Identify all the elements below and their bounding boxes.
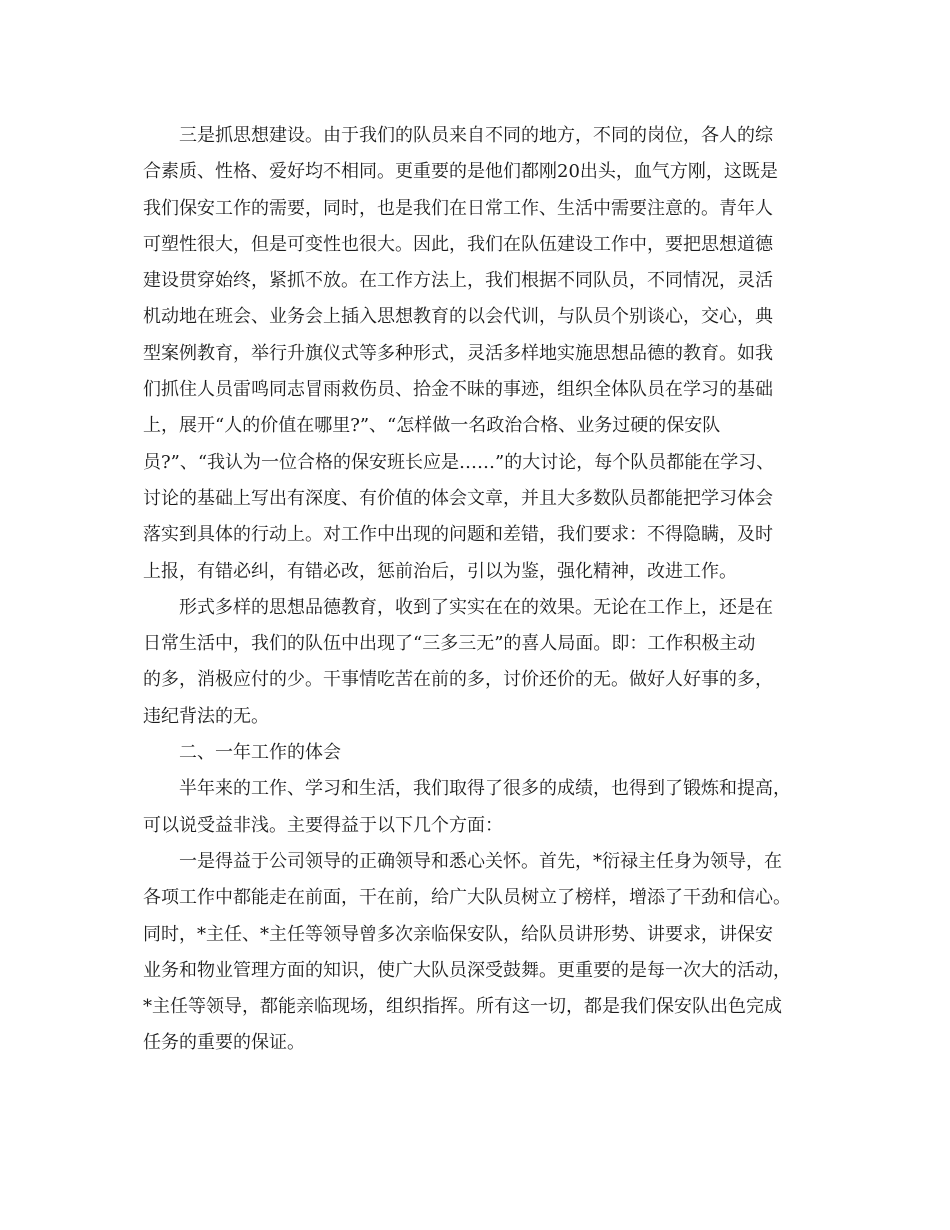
paragraph-line: 日常生活中，我们的队伍中出现了“三多三无”的喜人局面。即：工作积极主动	[143, 633, 756, 655]
paragraph-line: 可塑性很大，但是可变性也很大。因此，我们在队伍建设工作中，要把思想道德	[143, 233, 773, 255]
paragraph-first-line: 三是抓思想建设。由于我们的队员来自不同的地方，不同的岗位，各人的综	[179, 125, 773, 146]
paragraph-line: 任务的重要的保证。	[143, 1032, 305, 1054]
paragraph-line: 们抓住人员雷鸣同志冒雨救伤员、拾金不昧的事迹，组织全体队员在学习的基础	[143, 379, 773, 401]
paragraph-line: 员?”、“我认为一位合格的保安班长应是……”的大讨论，每个队员都能在学习、	[143, 451, 775, 473]
paragraph-line: 型案例教育，举行升旗仪式等多种形式，灵活多样地实施思想品德的教育。如我	[143, 342, 773, 364]
paragraph-line: 的多，消极应付的少。干事情吃苦在前的多，讨价还价的无。做好人好事的多，	[143, 669, 773, 691]
paragraph-line: 上，展开“人的价值在哪里?”、“怎样做一名政治合格、业务过硬的保安队	[143, 415, 721, 437]
paragraph-line: 业务和物业管理方面的知识，使广大队员深受鼓舞。更重要的是每一次大的活动，	[143, 959, 791, 981]
paragraph-line: 建设贯穿始终，紧抓不放。在工作方法上，我们根据不同队员，不同情况，灵活	[143, 270, 773, 292]
paragraph-first-line: 一是得益于公司领导的正确领导和悉心关怀。首先，*衍禄主任身为领导，在	[179, 850, 782, 872]
paragraph-line: 同时，*主任、*主任等领导曾多次亲临保安队，给队员讲形势、讲要求，讲保安	[143, 923, 773, 945]
paragraph-first-line: 形式多样的思想品德教育，收到了实实在在的效果。无论在工作上，还是在	[179, 596, 773, 618]
paragraph-first-line: 二、一年工作的体会	[179, 742, 341, 764]
paragraph-line: 违纪背法的无。	[143, 705, 269, 727]
paragraph-line: 机动地在班会、业务会上插入思想教育的以会代训，与队员个别谈心，交心，典	[143, 306, 773, 328]
paragraph-line: 我们保安工作的需要，同时，也是我们在日常工作、生活中需要注意的。青年人	[143, 197, 773, 219]
paragraph-line: 讨论的基础上写出有深度、有价值的体会文章，并且大多数队员都能把学习体会	[143, 487, 773, 509]
paragraph-line: 落实到具体的行动上。对工作中出现的问题和差错，我们要求：不得隐瞒，及时	[143, 524, 773, 546]
paragraph-line: 可以说受益非浅。主要得益于以下几个方面：	[143, 814, 503, 836]
paragraph-line: 合素质、性格、爱好均不相同。更重要的是他们都刚20出头，血气方刚，这既是	[143, 161, 778, 183]
paragraph-line: *主任等领导，都能亲临现场，组织指挥。所有这一切，都是我们保安队出色完成	[143, 996, 782, 1018]
paragraph-first-line: 半年来的工作、学习和生活，我们取得了很多的成绩，也得到了锻炼和提高，	[179, 778, 791, 800]
document-body	[143, 118, 815, 1062]
paragraph-line: 各项工作中都能走在前面，干在前，给广大队员树立了榜样，增添了干劲和信心。	[143, 887, 791, 909]
paragraph-line: 上报，有错必纠，有错必改，惩前治后，引以为鉴，强化精神，改进工作。	[143, 560, 737, 582]
